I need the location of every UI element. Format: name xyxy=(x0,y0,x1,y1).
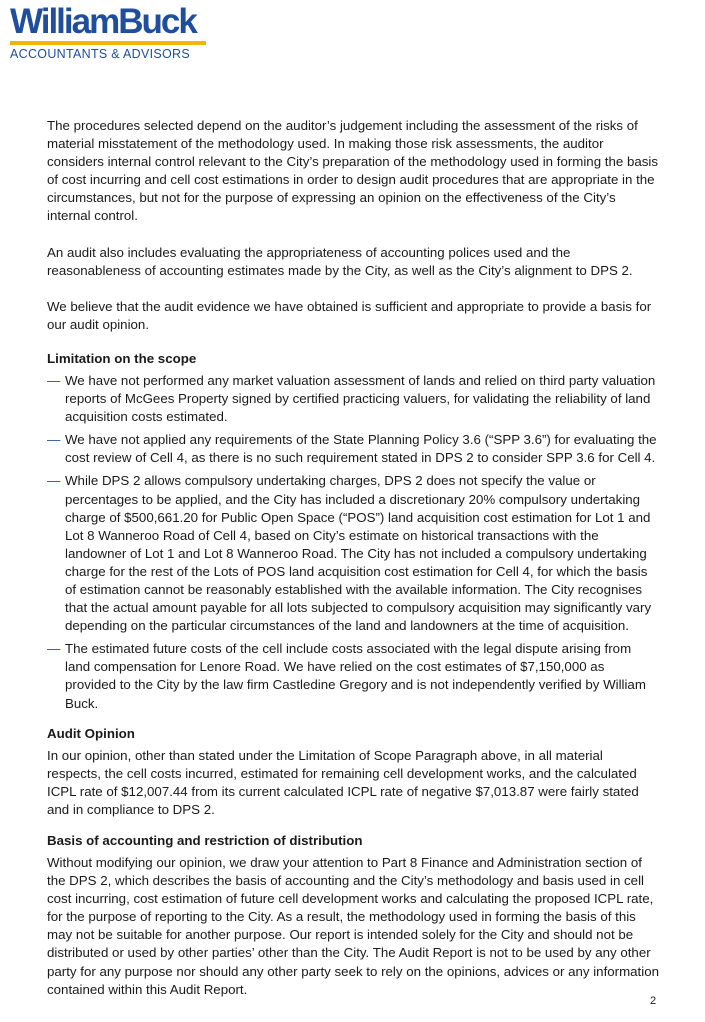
limitation-item xyxy=(47,372,659,426)
limitation-item-text: We have not performed any market valuation assessment of lands and relied on third party valuation reports of McGees Property signed by certified practicing valuers, for validating the reliability of land acquisition costs estimated. xyxy=(65,372,656,425)
page-number: 2 xyxy=(650,995,657,1007)
intro-paragraph-2: An audit also includes evaluating the appropriateness of accounting polices used and the reasonableness of accounting estimates made by the City, as well as the City’s alignment to DPS 2. xyxy=(47,244,633,278)
report-body xyxy=(47,117,659,1012)
basis-text: Without modifying our opinion, we draw your attention to Part 8 Finance and Administration section of the DPS 2, which describes the basis of accounting and the City’s methodology and basis used in cell cost incurring, cost estimation of future cell development works and calculating the proposed ICPL rate, for the purpose of reporting to the City. As a result, the methodology used in forming the basis of this may not be suitable for another purpose. Our report is intended solely for the City and should not be distributed or used by other parties’ other than the City. The Audit Report is not to be used by any other party for any purpose nor should any other party seek to rely on the opinions, advices or any information contained within this Audit Report. xyxy=(47,855,660,997)
dash-bullet-icon: — xyxy=(47,372,61,388)
limitation-item xyxy=(47,431,659,467)
limitation-item xyxy=(47,640,659,712)
audit-opinion-text: In our opinion, other than stated under the Limitation of Scope Paragraph above, in all material respects, the cell costs incurred, estimated for remaining cell development works, and the calculated ICPL rate of $12,007.44 from its current calculated ICPL rate of negative $7,013.87 were fairly stated and in compliance to DPS 2. xyxy=(47,747,639,817)
limitation-item xyxy=(47,472,659,635)
limitation-heading: Limitation on the scope xyxy=(47,350,197,366)
dash-bullet-icon: — xyxy=(47,641,61,657)
dash-bullet-icon: — xyxy=(47,432,61,448)
intro-paragraph-1: The procedures selected depend on the auditor’s judgement including the assessment of the risks of material misstatement of the methodology used. In making those risk assessments, the auditor considers internal control relevant to the City’s preparation of the methodology used in forming the basis of cost incurring and cell cost estimations in order to design audit procedures that are appropriate in the circumstances, but not for the purpose of expressing an opinion on the effectiveness of the City’s internal control. xyxy=(47,118,659,224)
limitation-item-text: We have not applied any requirements of the State Planning Policy 3.6 (“SPP 3.6”) for evaluating the cost review of Cell 4, as there is no such requirement stated in DPS 2 to consider SPP 3.6 for Cell 4. xyxy=(65,432,657,466)
limitation-item-text: The estimated future costs of the cell include costs associated with the legal dispute arising from land compensation for Lenore Road. We have relied on the cost estimates of $7,150,000 as provided to the City by the law firm Castledine Gregory and is not independently verified by William Buck. xyxy=(65,641,646,711)
logo-accent-bar xyxy=(10,41,206,45)
basis-heading: Basis of accounting and restriction of distribution xyxy=(47,833,363,848)
basis-section xyxy=(47,832,659,999)
william-buck-logo xyxy=(10,4,210,61)
intro-paragraph-3: We believe that the audit evidence we have obtained is sufficient and appropriate to provide a basis for our audit opinion. xyxy=(47,298,652,332)
audit-opinion-section xyxy=(47,725,659,819)
audit-opinion-heading: Audit Opinion xyxy=(47,725,135,741)
limitation-list xyxy=(47,372,659,713)
logo-tagline: ACCOUNTANTS & ADVISORS xyxy=(10,47,191,61)
logo-wordmark: WilliamBuck xyxy=(10,2,196,41)
limitation-item-text: While DPS 2 allows compulsory undertaking charges, DPS 2 does not specify the value or percentages to be applied, and the City has included a discretionary 20% compulsory undertaking charge of $500,661.20 for Public Open Space (“POS”) land acquisition cost estimation for Lot 1 and Lot 8 Wanneroo Road of Cell 4, based on City’s estimate on historical transactions with the landowner of Lot 1 and Lot 8 Wanneroo Road. The City has not included a compulsory undertaking charge for the rest of the Lots of POS land acquisition cost estimation for Cell 4, for which the basis of estimation cannot be reasonably established with the available information. The City recognises that the actual amount payable for all lots subjected to compulsory acquisition may significantly vary depending on the particular circumstances of the land and landowners at the time of acquisition. xyxy=(65,473,652,634)
dash-bullet-icon: — xyxy=(47,473,61,489)
